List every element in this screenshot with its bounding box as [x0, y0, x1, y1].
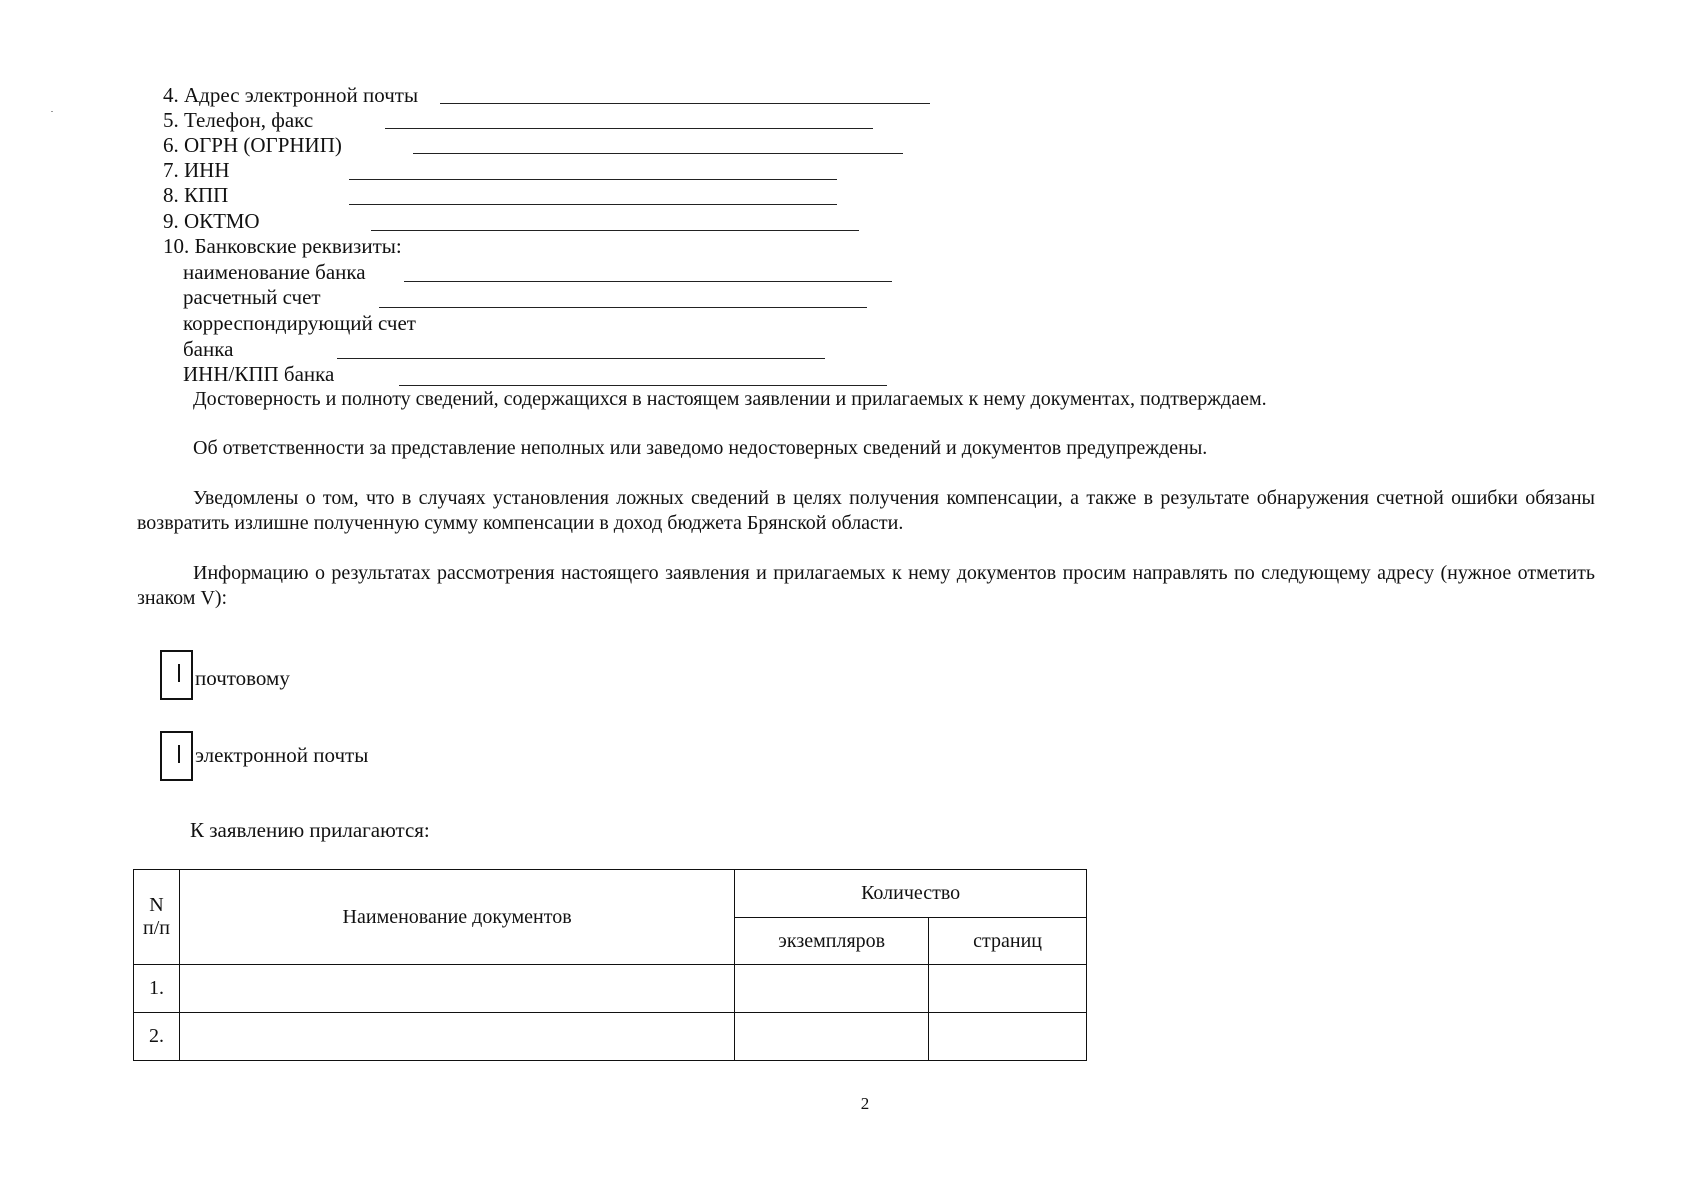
- bank-inn-kpp-label: ИНН/КПП банка: [183, 362, 335, 386]
- checkbox-mark: [178, 745, 180, 763]
- row-number: 1.: [134, 965, 180, 1013]
- field-ogrn-line[interactable]: [413, 153, 903, 154]
- field-inn-label: 7. ИНН: [163, 158, 230, 182]
- page-number: 2: [860, 1094, 870, 1113]
- row-copies[interactable]: [735, 1013, 929, 1061]
- field-oktmo-line[interactable]: [371, 230, 859, 231]
- field-oktmo-label: 9. ОКТМО: [163, 209, 260, 233]
- field-phone-label: 5. Телефон, факс: [163, 108, 314, 132]
- header-pages: страниц: [929, 918, 1087, 965]
- row-number: 2.: [134, 1013, 180, 1061]
- bank-corr-line[interactable]: [337, 358, 825, 359]
- field-kpp-label: 8. КПП: [163, 183, 229, 207]
- field-ogrn-label: 6. ОГРН (ОГРНИП): [163, 133, 342, 157]
- field-inn-line[interactable]: [349, 179, 837, 180]
- email-checkbox[interactable]: [160, 731, 190, 779]
- bank-account-line[interactable]: [379, 307, 867, 308]
- bank-name-line[interactable]: [404, 281, 892, 282]
- field-bank-details-label: 10. Банковские реквизиты:: [163, 234, 402, 258]
- header-number-cell: [134, 870, 180, 965]
- table-row: [134, 965, 1087, 1013]
- declaration-responsibility: Об ответственности за представление неполных или заведомо недостоверных сведений и документов предупреждены.: [193, 437, 1208, 459]
- declaration-notification: Уведомлены о том, что в случаях установления ложных сведений в целях получения компенсации, а также в результате обнаружения счетной ошибки обязаны возвратить излишне полученную сумму компенсации в доход бюджета Брянской области.: [137, 487, 1595, 534]
- bank-corr-label-line2: банка: [183, 337, 234, 361]
- field-kpp-line[interactable]: [349, 204, 837, 205]
- header-quantity: Количество: [735, 870, 1087, 918]
- postal-option-label: почтовому: [195, 666, 290, 690]
- field-email-label: 4. Адрес электронной почты: [163, 83, 419, 107]
- declaration-accuracy: Достоверность и полноту сведений, содержащихся в настоящем заявлении и прилагаемых к нему документах, подтверждаем.: [193, 388, 1267, 410]
- table-header-row: [134, 870, 1087, 918]
- checkbox-mark: [178, 664, 180, 682]
- row-pages[interactable]: [929, 1013, 1087, 1061]
- row-document-name[interactable]: [179, 965, 734, 1013]
- field-phone-line[interactable]: [385, 128, 873, 129]
- postal-checkbox[interactable]: [160, 650, 190, 698]
- row-document-name[interactable]: [179, 1013, 734, 1061]
- row-copies[interactable]: [735, 965, 929, 1013]
- attachments-table: [133, 869, 1087, 1061]
- email-option-label: электронной почты: [195, 743, 369, 767]
- field-email-line[interactable]: [440, 103, 930, 104]
- row-pages[interactable]: [929, 965, 1087, 1013]
- header-number-line1: N: [149, 894, 164, 916]
- checkbox-frame-right: [179, 731, 193, 781]
- bank-name-label: наименование банка: [183, 260, 366, 284]
- bank-corr-label-line1: корреспондирующий счет: [183, 311, 416, 335]
- header-copies: экземпляров: [735, 918, 929, 965]
- bank-inn-kpp-line[interactable]: [399, 385, 887, 386]
- attachments-heading: К заявлению прилагаются:: [190, 818, 430, 842]
- scan-speck: [51, 111, 53, 112]
- header-number-line2: п/п: [142, 917, 170, 939]
- table-row: [134, 1013, 1087, 1061]
- checkbox-frame-right: [179, 650, 193, 700]
- header-document-name: Наименование документов: [179, 870, 734, 965]
- bank-account-label: расчетный счет: [183, 285, 321, 309]
- declaration-delivery-request: Информацию о результатах рассмотрения настоящего заявления и прилагаемых к нему документов просим направлять по следующему адресу (нужное отметить знаком V):: [137, 562, 1595, 609]
